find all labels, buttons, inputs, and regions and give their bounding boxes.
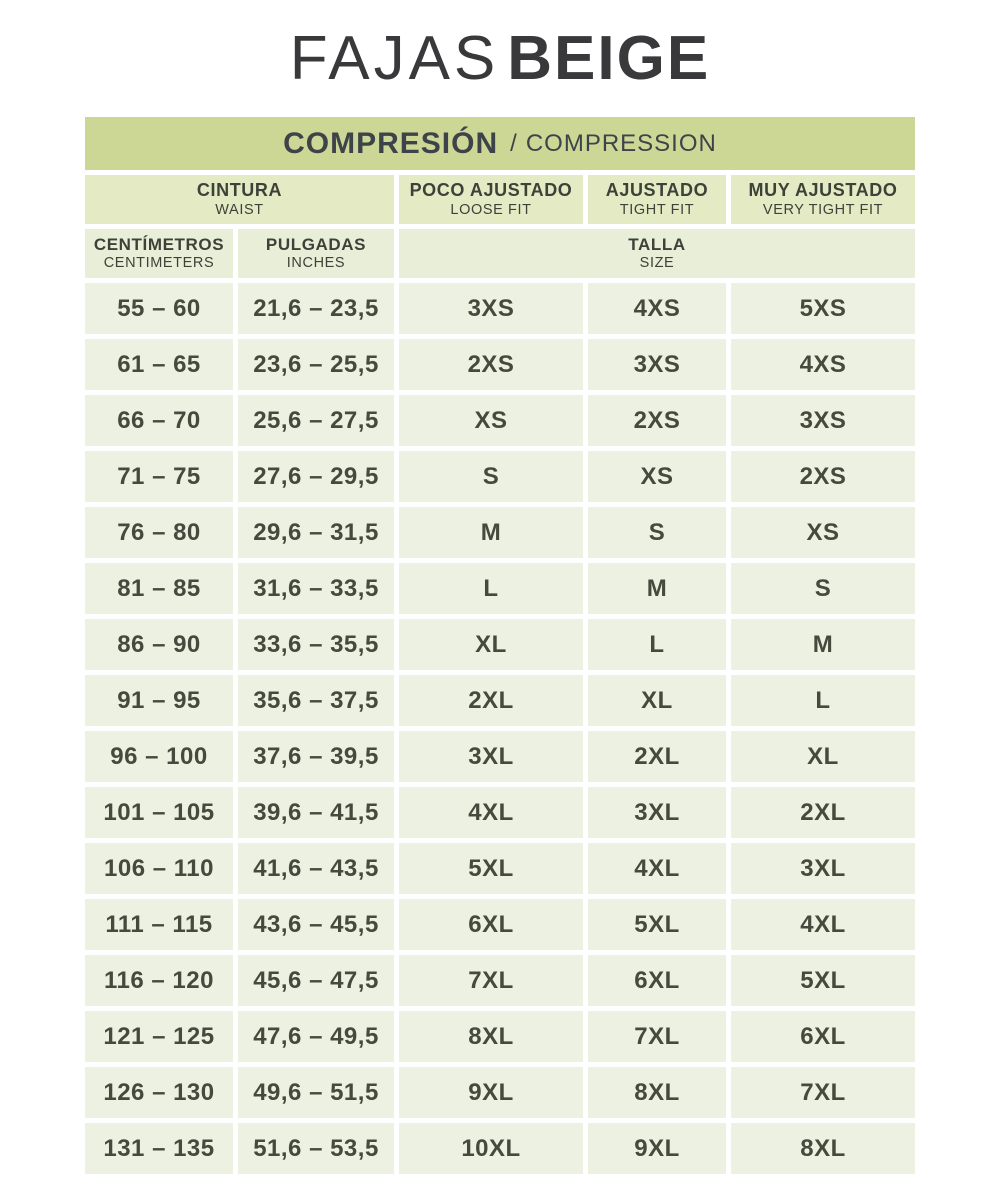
cell-inches-range: 35,6 – 37,5	[238, 675, 394, 726]
cell-inches-range: 45,6 – 47,5	[238, 955, 394, 1006]
cell-loose-fit-size: 3XS	[399, 283, 583, 334]
table-body	[85, 283, 915, 1174]
cell-loose-fit-size: 8XL	[399, 1011, 583, 1062]
cell-very-tight-fit-size: S	[731, 563, 915, 614]
header-cell-ajustado	[588, 175, 726, 224]
cell-tight-fit-size: L	[588, 619, 726, 670]
cell-cm-range: 111 – 115	[85, 899, 233, 950]
compression-label-en: COMPRESSION	[525, 129, 717, 157]
table-row	[85, 1011, 915, 1062]
cell-cm-range: 86 – 90	[85, 619, 233, 670]
cell-loose-fit-size: 9XL	[399, 1067, 583, 1118]
table-row	[85, 787, 915, 838]
cell-inches-range: 47,6 – 49,5	[238, 1011, 394, 1062]
table-row	[85, 1067, 915, 1118]
cell-very-tight-fit-size: XL	[731, 731, 915, 782]
cell-inches-range: 27,6 – 29,5	[238, 451, 394, 502]
cell-very-tight-fit-size: L	[731, 675, 915, 726]
table-row	[85, 507, 915, 558]
cell-very-tight-fit-size: 8XL	[731, 1123, 915, 1174]
cell-cm-range: 66 – 70	[85, 395, 233, 446]
cell-very-tight-fit-size: 2XL	[731, 787, 915, 838]
cell-very-tight-fit-size: 7XL	[731, 1067, 915, 1118]
cell-very-tight-fit-size: 5XS	[731, 283, 915, 334]
centimetros-label-es: CENTÍMETROS	[93, 234, 225, 254]
muy-ajustado-label-es: MUY AJUSTADO	[748, 180, 898, 201]
cell-tight-fit-size: 8XL	[588, 1067, 726, 1118]
table-row	[85, 675, 915, 726]
cell-loose-fit-size: 5XL	[399, 843, 583, 894]
cintura-label-en: WAIST	[215, 201, 264, 218]
cell-tight-fit-size: S	[588, 507, 726, 558]
title-fajas-text: FAJAS	[289, 24, 500, 93]
header-cell-poco-ajustado	[399, 175, 583, 224]
compression-label-es: COMPRESIÓN	[283, 126, 499, 160]
cell-cm-range: 61 – 65	[85, 339, 233, 390]
cell-tight-fit-size: 5XL	[588, 899, 726, 950]
title-beige-text: BEIGE	[507, 24, 711, 93]
subheader-cell-talla	[399, 229, 915, 278]
cell-cm-range: 96 – 100	[85, 731, 233, 782]
cell-loose-fit-size: 2XL	[399, 675, 583, 726]
cell-loose-fit-size: XS	[399, 395, 583, 446]
header-cell-muy-ajustado	[731, 175, 915, 224]
cell-very-tight-fit-size: 3XS	[731, 395, 915, 446]
cell-cm-range: 101 – 105	[85, 787, 233, 838]
cell-very-tight-fit-size: 4XL	[731, 899, 915, 950]
cell-inches-range: 33,6 – 35,5	[238, 619, 394, 670]
cell-very-tight-fit-size: 6XL	[731, 1011, 915, 1062]
cell-loose-fit-size: 6XL	[399, 899, 583, 950]
column-header-row	[85, 175, 915, 224]
talla-label-en: SIZE	[639, 254, 675, 271]
pulgadas-label-es: PULGADAS	[265, 234, 367, 254]
table-row	[85, 843, 915, 894]
cell-cm-range: 116 – 120	[85, 955, 233, 1006]
cintura-label-es: CINTURA	[196, 180, 283, 201]
centimetros-label-en: CENTIMETERS	[103, 254, 215, 271]
talla-label-es: TALLA	[628, 234, 686, 254]
cell-cm-range: 55 – 60	[85, 283, 233, 334]
cell-very-tight-fit-size: M	[731, 619, 915, 670]
cell-very-tight-fit-size: 2XS	[731, 451, 915, 502]
cell-cm-range: 131 – 135	[85, 1123, 233, 1174]
cell-tight-fit-size: XS	[588, 451, 726, 502]
table-row	[85, 283, 915, 334]
page-title	[0, 0, 1000, 92]
table-row	[85, 1123, 915, 1174]
cell-tight-fit-size: 3XS	[588, 339, 726, 390]
cell-tight-fit-size: 6XL	[588, 955, 726, 1006]
table-row	[85, 619, 915, 670]
cell-very-tight-fit-size: 5XL	[731, 955, 915, 1006]
ajustado-label-en: TIGHT FIT	[619, 201, 695, 218]
table-row	[85, 451, 915, 502]
cell-cm-range: 91 – 95	[85, 675, 233, 726]
table-row	[85, 955, 915, 1006]
cell-inches-range: 37,6 – 39,5	[238, 731, 394, 782]
table-row	[85, 899, 915, 950]
ajustado-label-es: AJUSTADO	[605, 180, 709, 201]
cell-loose-fit-size: L	[399, 563, 583, 614]
cell-tight-fit-size: M	[588, 563, 726, 614]
cell-inches-range: 25,6 – 27,5	[238, 395, 394, 446]
cell-loose-fit-size: S	[399, 451, 583, 502]
cell-cm-range: 126 – 130	[85, 1067, 233, 1118]
cell-inches-range: 29,6 – 31,5	[238, 507, 394, 558]
poco-ajustado-label-es: POCO AJUSTADO	[409, 180, 573, 201]
cell-tight-fit-size: 7XL	[588, 1011, 726, 1062]
cell-inches-range: 51,6 – 53,5	[238, 1123, 394, 1174]
compression-divider: /	[510, 129, 517, 157]
cell-tight-fit-size: 9XL	[588, 1123, 726, 1174]
subheader-cell-centimetros	[85, 229, 233, 278]
cell-cm-range: 106 – 110	[85, 843, 233, 894]
cell-tight-fit-size: 3XL	[588, 787, 726, 838]
cell-tight-fit-size: 2XL	[588, 731, 726, 782]
cell-loose-fit-size: 2XS	[399, 339, 583, 390]
cell-inches-range: 41,6 – 43,5	[238, 843, 394, 894]
sub-header-row	[85, 229, 915, 278]
header-cell-cintura	[85, 175, 394, 224]
cell-loose-fit-size: 3XL	[399, 731, 583, 782]
cell-cm-range: 76 – 80	[85, 507, 233, 558]
cell-inches-range: 21,6 – 23,5	[238, 283, 394, 334]
cell-loose-fit-size: M	[399, 507, 583, 558]
cell-tight-fit-size: 4XL	[588, 843, 726, 894]
cell-cm-range: 71 – 75	[85, 451, 233, 502]
cell-tight-fit-size: XL	[588, 675, 726, 726]
cell-inches-range: 43,6 – 45,5	[238, 899, 394, 950]
cell-loose-fit-size: XL	[399, 619, 583, 670]
poco-ajustado-label-en: LOOSE FIT	[450, 201, 532, 218]
table-row	[85, 339, 915, 390]
cell-loose-fit-size: 7XL	[399, 955, 583, 1006]
cell-very-tight-fit-size: 4XS	[731, 339, 915, 390]
cell-inches-range: 39,6 – 41,5	[238, 787, 394, 838]
subheader-cell-pulgadas	[238, 229, 394, 278]
table-row	[85, 395, 915, 446]
cell-loose-fit-size: 4XL	[399, 787, 583, 838]
cell-inches-range: 23,6 – 25,5	[238, 339, 394, 390]
cell-very-tight-fit-size: XS	[731, 507, 915, 558]
size-chart-table	[85, 117, 915, 1174]
cell-very-tight-fit-size: 3XL	[731, 843, 915, 894]
table-row	[85, 731, 915, 782]
cell-cm-range: 81 – 85	[85, 563, 233, 614]
pulgadas-label-en: INCHES	[286, 254, 346, 271]
compression-band	[85, 117, 915, 170]
cell-loose-fit-size: 10XL	[399, 1123, 583, 1174]
cell-tight-fit-size: 2XS	[588, 395, 726, 446]
cell-inches-range: 49,6 – 51,5	[238, 1067, 394, 1118]
muy-ajustado-label-en: VERY TIGHT FIT	[762, 201, 884, 218]
cell-inches-range: 31,6 – 33,5	[238, 563, 394, 614]
cell-cm-range: 121 – 125	[85, 1011, 233, 1062]
cell-tight-fit-size: 4XS	[588, 283, 726, 334]
table-row	[85, 563, 915, 614]
